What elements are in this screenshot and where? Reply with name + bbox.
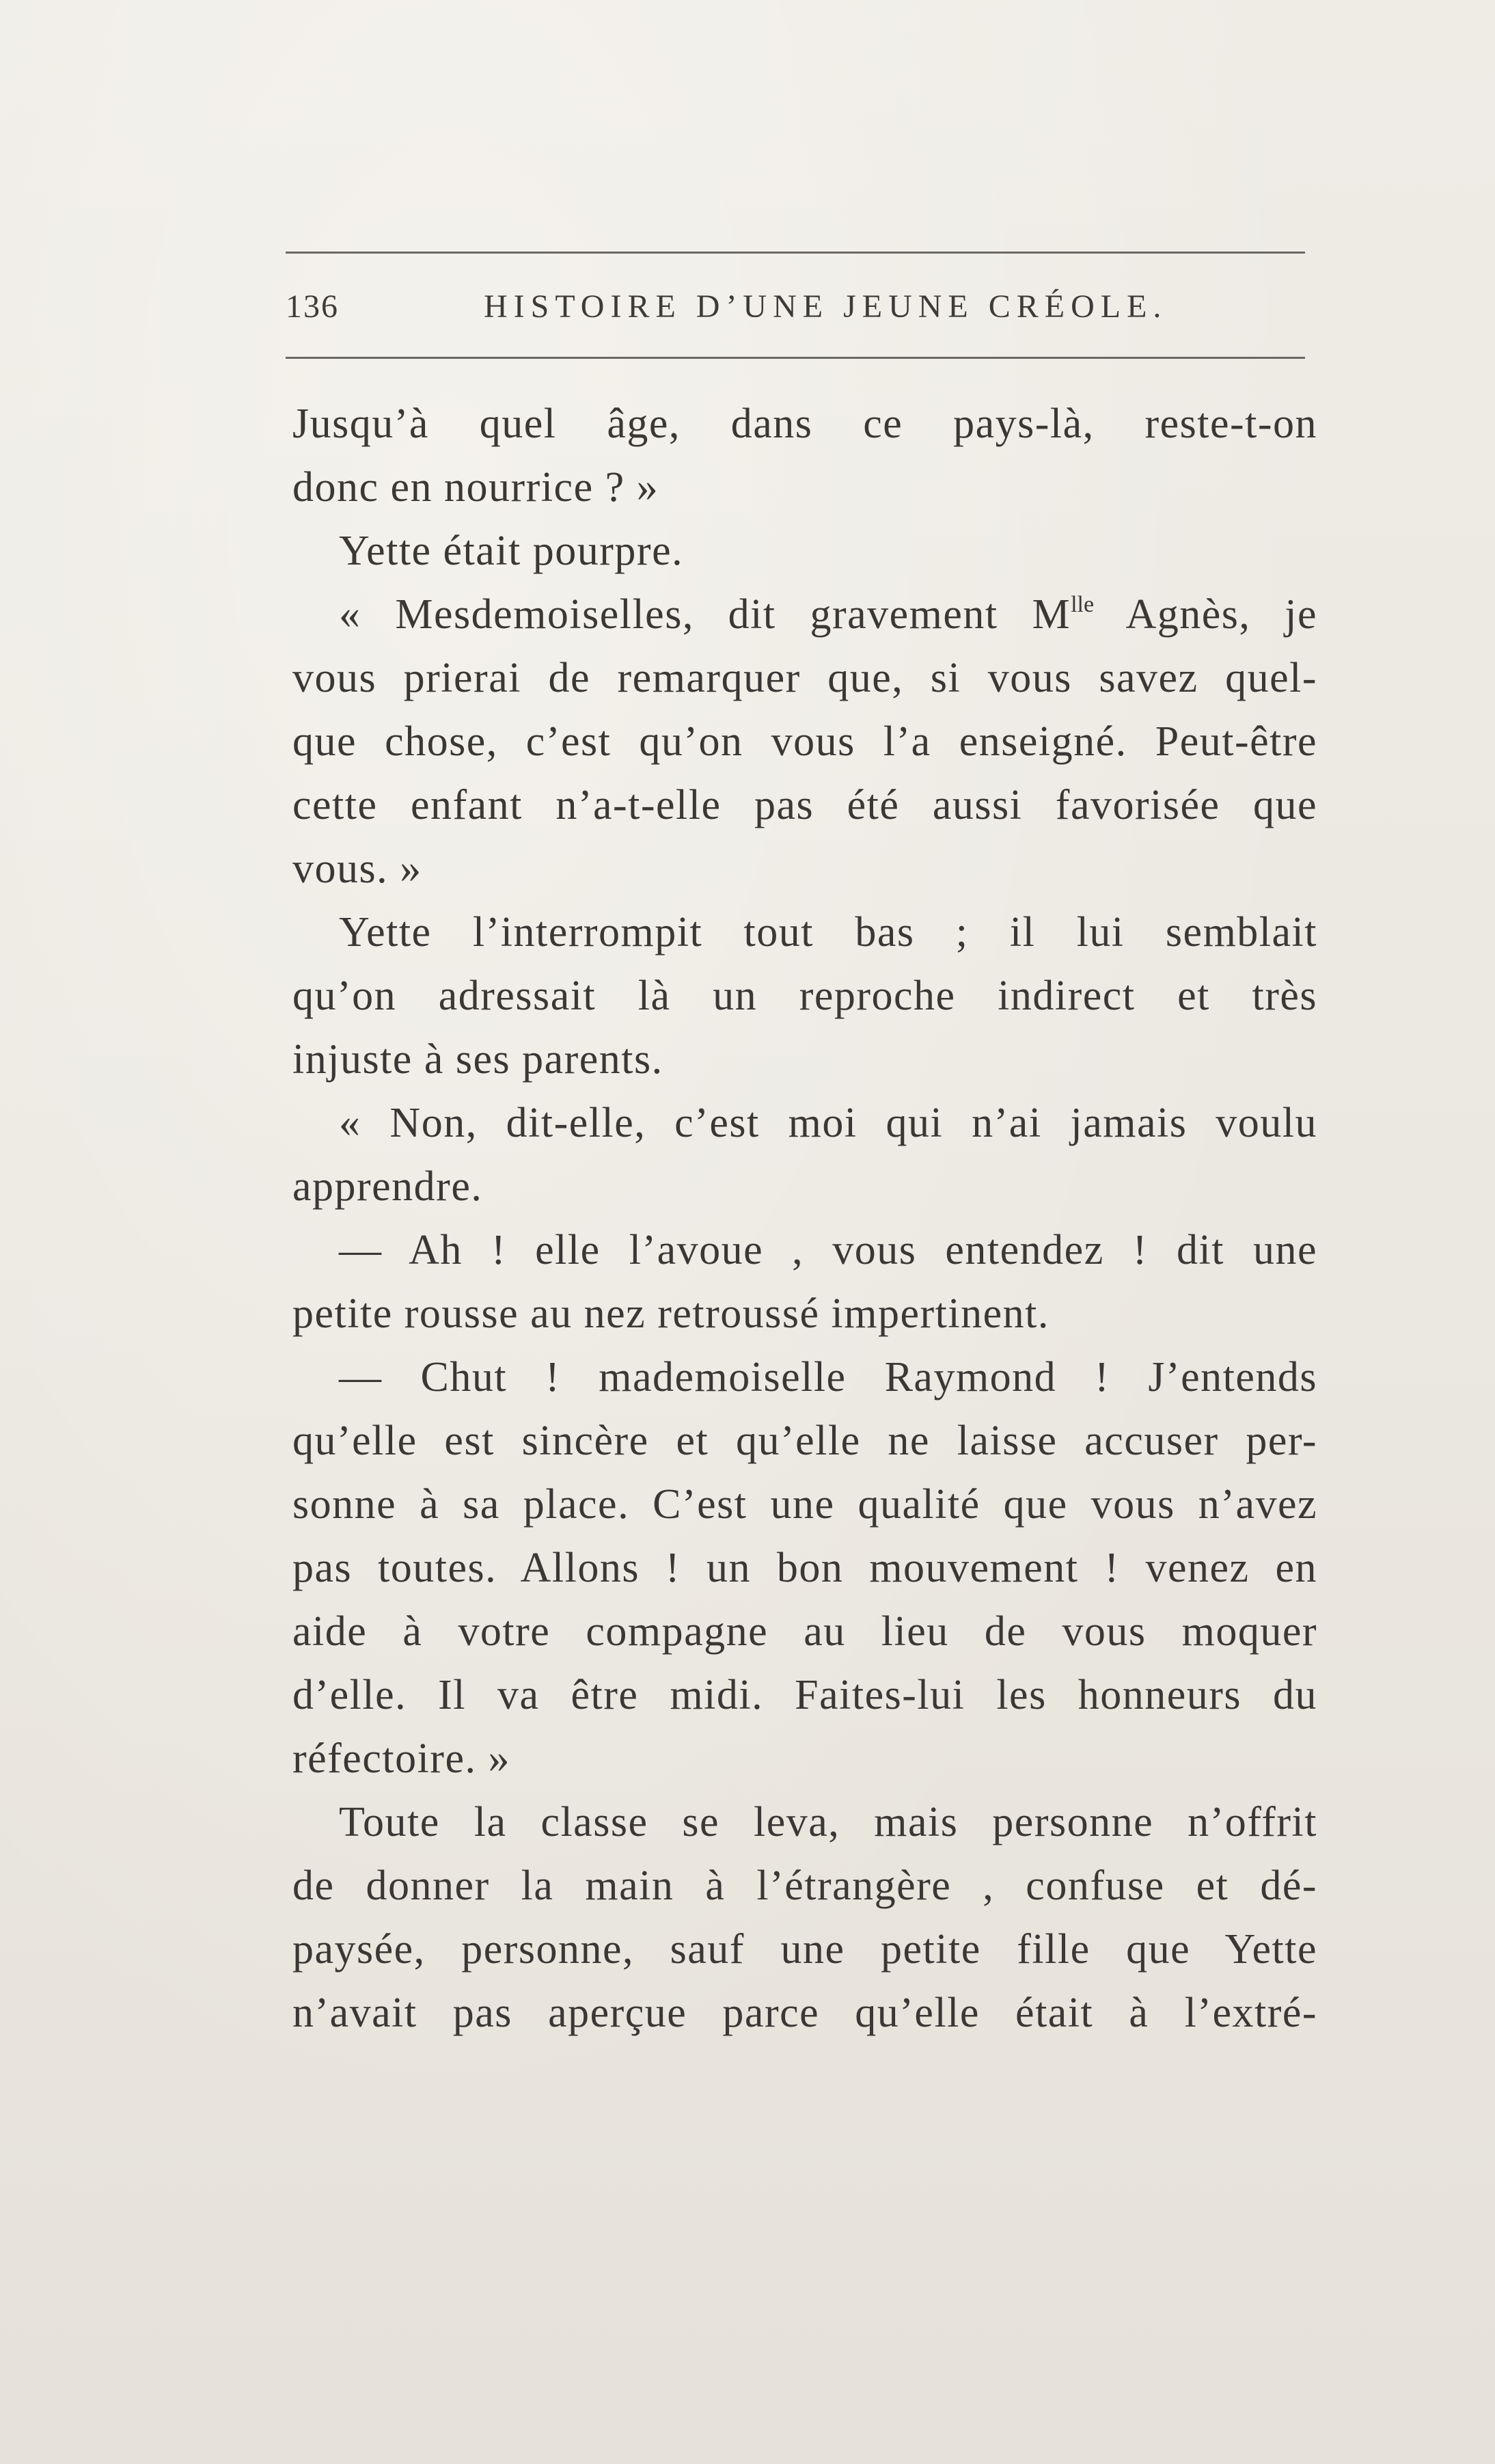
page-number: 136	[286, 288, 339, 325]
text-line: vous. »	[292, 845, 422, 892]
text-line: Toute la classe se leva, mais personne n’offrit	[339, 1799, 1317, 1845]
body-text	[292, 392, 1317, 2045]
text-line: réfectoire. »	[292, 1735, 510, 1782]
header-rule-top	[286, 252, 1305, 254]
text-line: apprendre.	[292, 1163, 483, 1210]
text-line: — Ah ! elle l’avoue , vous entendez ! dit une	[339, 1227, 1317, 1273]
text-line: d’elle. Il va être midi. Faites-lui les honneurs du	[292, 1672, 1317, 1718]
text-line: « Non, dit-elle, c’est moi qui n’ai jamais voulu	[339, 1100, 1317, 1146]
text-line: qu’on adressait là un reproche indirect et très	[292, 973, 1317, 1019]
text-line: vous prierai de remarquer que, si vous savez quel-	[292, 655, 1317, 701]
text-line: pas toutes. Allons ! un bon mouvement ! venez en	[292, 1545, 1317, 1591]
text-line: petite rousse au nez retroussé impertinent.	[292, 1290, 1050, 1337]
text-line: aide à votre compagne au lieu de vous moquer	[292, 1608, 1317, 1655]
text-line: donc en nourrice ? »	[292, 464, 659, 511]
text-line	[292, 583, 1317, 647]
text-line: de donner la main à l’étrangère , confuse et dé-	[292, 1863, 1317, 1909]
text-line: que chose, c’est qu’on vous l’a enseigné. Peut-être	[292, 718, 1317, 765]
text-line: qu’elle est sincère et qu’elle ne laisse accuser per-	[292, 1418, 1317, 1464]
text-line: Yette était pourpre.	[339, 528, 684, 574]
text-line: n’avait pas aperçue parce qu’elle était à l’extré-	[292, 1990, 1317, 2036]
abbreviation-superscript: lle	[1071, 592, 1095, 617]
text-segment: Agnès, je	[1094, 591, 1317, 638]
text-segment: « Mesdemoiselles, dit gravement M	[339, 591, 1071, 638]
text-line: injuste à ses parents.	[292, 1036, 663, 1083]
text-line: cette enfant n’a-t-elle pas été aussi favorisée que	[292, 782, 1317, 828]
text-line: sonne à sa place. C’est une qualité que vous n’avez	[292, 1481, 1317, 1528]
text-line: Jusqu’à quel âge, dans ce pays-là, reste-t-on	[292, 401, 1317, 447]
text-line: — Chut ! mademoiselle Raymond ! J’entends	[339, 1354, 1317, 1400]
running-title: HISTOIRE D’UNE JEUNE CRÉOLE.	[484, 288, 1168, 325]
text-line: paysée, personne, sauf une petite fille que Yette	[292, 1926, 1317, 1973]
text-line: Yette l’interrompit tout bas ; il lui semblait	[339, 909, 1317, 956]
running-head	[286, 277, 1305, 331]
header-rule-bottom	[286, 357, 1305, 359]
